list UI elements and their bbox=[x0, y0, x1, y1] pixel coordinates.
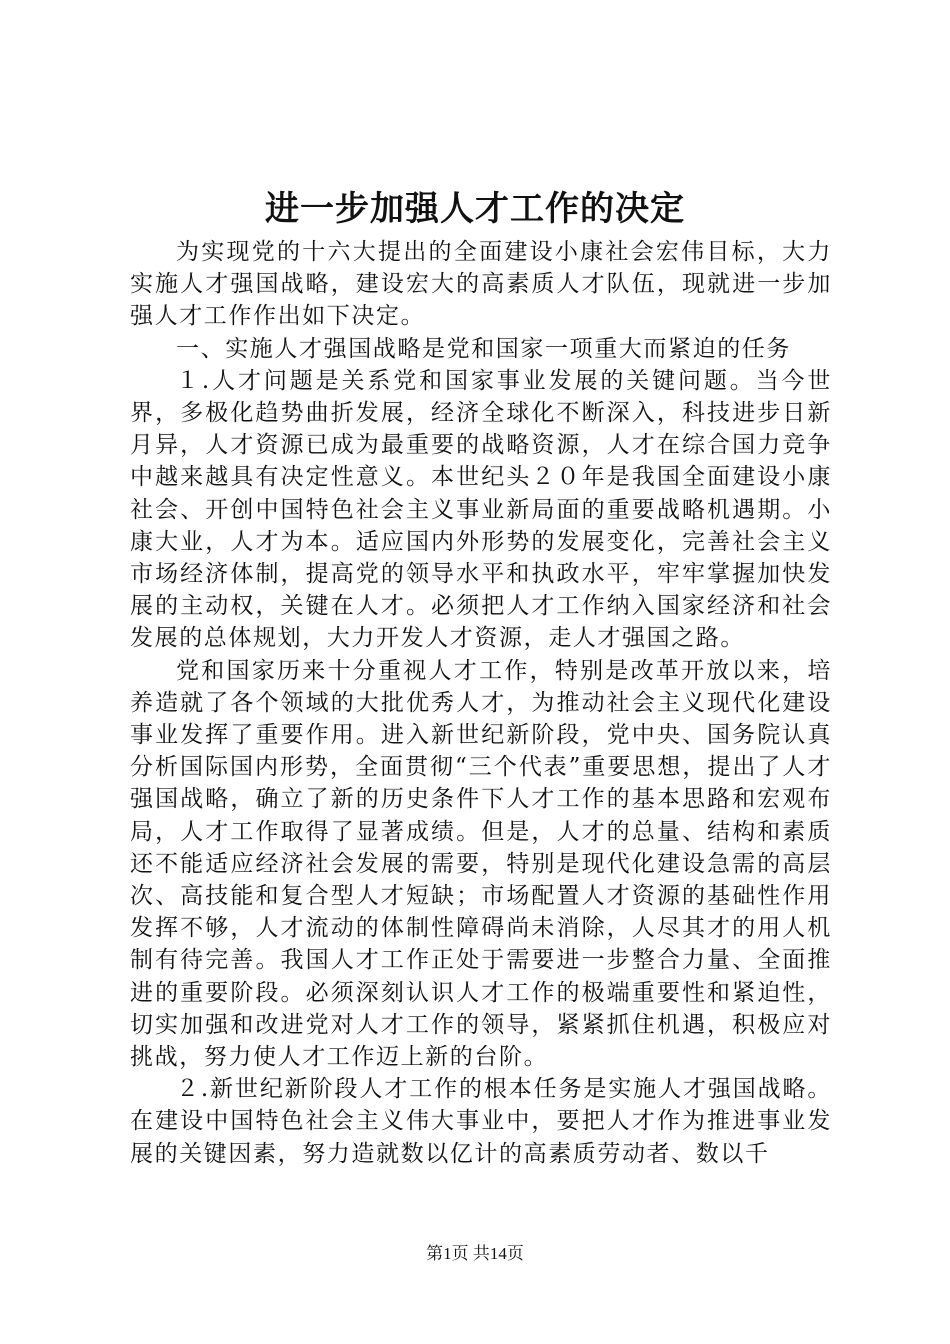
body-paragraph: １.人才问题是关系党和国家事业发展的关键问题。当今世界，多极化趋势曲折发展，经济全球化不断深入，科技进步日新月异，人才资源已成为最重要的战略资源，人才在综合国力竞争中越来越具有决定性意义。本世纪头２０年是我国全面建设小康社会、开创中国特色社会主义事业新局面的重要战略机遇期。小康大业，人才为本。适应国内外形势的发展变化，完善社会主义市场经济体制，提高党的领导水平和执政水平，牢牢掌握加快发展的主动权，关键在人才。必须把人才工作纳入国家经济和社会发展的总体规划，大力开发人才资源，走人才强国之路。 bbox=[130, 367, 832, 652]
page-title: 进一步加强人才工作的决定 bbox=[265, 189, 685, 229]
document-body bbox=[130, 236, 832, 1170]
body-paragraph: ２.新世纪新阶段人才工作的根本任务是实施人才强国战略。在建设中国特色社会主义伟大事业中，要把人才作为推进事业发展的关键因素，努力造就数以亿计的高素质劳动者、数以千 bbox=[130, 1076, 832, 1167]
section-heading-1: 一、实施人才强国战略是党和国家一项重大而紧迫的任务 bbox=[176, 335, 791, 362]
page-number-footer: 第1页 共14页 bbox=[426, 1244, 524, 1263]
body-paragraph: 党和国家历来十分重视人才工作，特别是改革开放以来，培养造就了各个领域的大批优秀人才，为推动社会主义现代化建设事业发挥了重要作用。进入新世纪新阶段，党中央、国务院认真分析国际国内形势，全面贯彻“三个代表”重要思想，提出了人才强国战略，确立了新的历史条件下人才工作的基本思路和宏观布局，人才工作取得了显著成绩。但是，人才的总量、结构和素质还不能适应经济社会发展的需要，特别是现代化建设急需的高层次、高技能和复合型人才短缺；市场配置人才资源的基础性作用发挥不够，人才流动的体制性障碍尚未消除，人尽其才的用人机制有待完善。我国人才工作正处于需要进一步整合力量、全面推进的重要阶段。必须深刻认识人才工作的极端重要性和紧迫性，切实加强和改进党对人才工作的领导，紧紧抓住机遇，积极应对挑战，努力使人才工作迈上新的台阶。 bbox=[130, 657, 832, 1071]
intro-paragraph: 为实现党的十六大提出的全面建设小康社会宏伟目标，大力实施人才强国战略，建设宏大的高素质人才队伍，现就进一步加强人才工作作出如下决定。 bbox=[130, 239, 832, 330]
